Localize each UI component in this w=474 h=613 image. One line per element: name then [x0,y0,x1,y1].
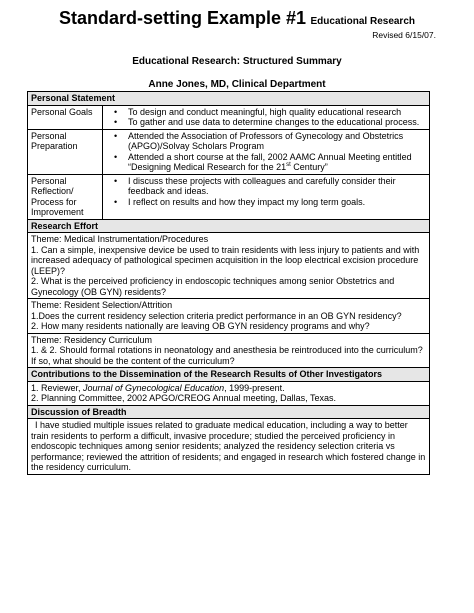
personal-goals-content [103,105,430,129]
table-row [28,419,430,475]
list-item: • I discuss these projects with colleagues and carefully consider their feedback and ideas. [114,175,396,196]
personal-reflection-content [103,174,430,219]
title-subtitle: Educational Research [310,16,415,27]
list-item: • To gather and use data to determine changes to the educational process. [114,117,420,127]
title-main: Standard-setting Example #1 [58,8,307,28]
theme-question: 2. What is the perceived proficiency in endoscopic techniques among senior Obstetrics and Gynecology (OB GYN) residents? [31,276,395,297]
personal-statement-heading: Personal Statement [28,92,430,106]
list-item: • Attended the Association of Professors of Gynecology and Obstetrics (APGO)/Solvay Scholars Program [114,130,404,151]
personal-preparation-label: Personal Preparation [28,129,103,174]
list-item: 2. Planning Committee, 2002 APGO/CREOG Annual meeting, Dallas, Texas. [31,393,336,403]
section-row [28,368,430,382]
document-title [0,8,474,29]
breadth-content [28,419,430,475]
theme-title: Theme: Residency Curriculum [31,334,153,345]
section-row [28,405,430,419]
theme-title: Theme: Medical Instrumentation/Procedures [31,234,209,244]
bullet-icon: • [114,106,118,117]
personal-preparation-content [103,129,430,174]
personal-goals-label: Personal Goals [28,105,103,129]
table-row [28,381,430,405]
theme-block [28,333,430,368]
theme-question: 1.Does the current residency selection criteria predict performance in an OB GYN residency? [31,310,402,321]
journal-name: Journal of Gynecological Education [83,382,225,393]
table-row [28,333,430,368]
list-item: • To design and conduct meaningful, high quality educational research [114,106,402,117]
table-row [28,129,430,174]
table-row [28,233,430,299]
bullet-icon: • [114,175,118,186]
bullet-icon: • [114,196,118,207]
author-heading: Anne Jones, MD, Clinical Department [148,79,326,90]
table-row [28,105,430,129]
section-row [28,219,430,233]
breadth-heading: Discussion of Breadth [28,405,430,419]
theme-question: 1. & 2. Should formal rotations in neonatology and anesthesia be reintroduced into the curriculum? If so, what should be the content of the curriculum? [31,345,423,366]
summary-table [27,91,430,475]
bullet-icon: • [114,151,118,162]
theme-title: Theme: Resident Selection/Attrition [31,300,173,310]
breadth-text: I have studied multiple issues related to graduate medical education, including a way to better train residents to perform a difficult, invasive procedure; studied the perceived proficiency in endoscopic techniques among senior residents; analyzed the residency selection criteria vs performance; reviewed the attrition of residents; and engaged in research which fostered change in the residency curriculum. [31,420,426,472]
section-row [28,92,430,106]
list-item: 1. Reviewer, Journal of Gynecological Education, 1999-present. [31,382,285,393]
bullet-icon: • [114,117,118,127]
list-item: • I reflect on results and how they impact my long term goals. [114,196,366,207]
personal-reflection-label: Personal Reflection/ Process for Improvement [28,174,103,219]
list-item: • Attended a short course at the fall, 2002 AAMC Annual Meeting entitled “Designing Medical Research for the 21st Century” [114,151,412,172]
bullet-icon: • [114,130,118,141]
theme-question: 1. Can a simple, inexpensive device be used to train residents with less injury to patients and with increased adequacy of pathological specimen acquisition in the loop electrical excision procedure (LEEP)? [31,244,420,276]
table-row [28,299,430,334]
summary-heading: Educational Research: Structured Summary [132,56,342,67]
theme-question: 2. How many residents nationally are leaving OB GYN residency programs and why? [31,321,370,331]
revised-date: Revised 6/15/07. [372,30,436,40]
table-row [28,174,430,219]
theme-block [28,299,430,334]
theme-block [28,233,430,299]
research-effort-heading: Research Effort [28,219,430,233]
contributions-heading: Contributions to the Dissemination of the Research Results of Other Investigators [28,368,430,382]
contributions-content [28,381,430,405]
